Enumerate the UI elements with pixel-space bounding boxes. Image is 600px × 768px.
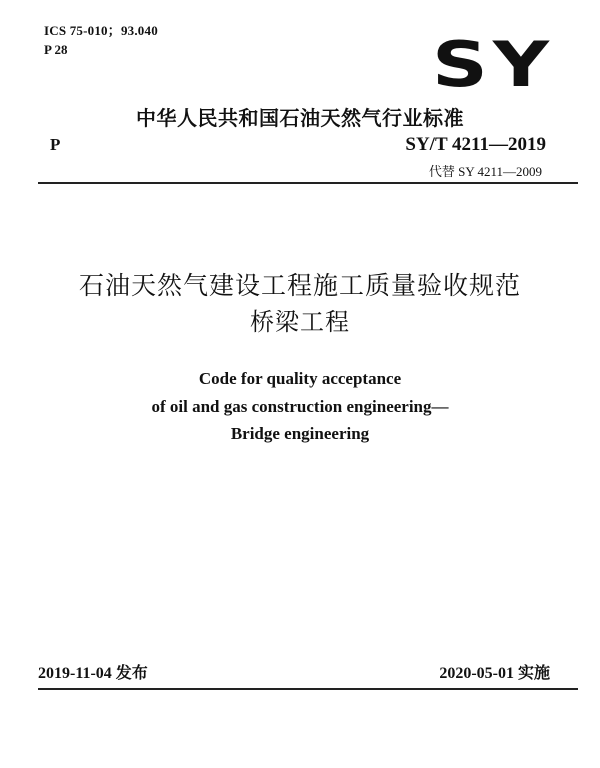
title-chinese-line2: 桥梁工程	[250, 308, 350, 336]
classification-code: P 28	[44, 42, 68, 57]
replaces-note: 代替 SY 4211—2009	[428, 164, 542, 179]
sy-logo: SY	[432, 28, 554, 101]
category-letter: P	[50, 135, 61, 154]
title-english-line3: Bridge engineering	[230, 424, 370, 443]
issue-date: 2019-11-04 发布	[38, 665, 148, 682]
ics-code: ICS 75-010；93.040	[44, 23, 158, 38]
standard-number: SY/T 4211—2019	[405, 134, 546, 155]
implementation-date: 2020-05-01 实施	[439, 665, 550, 682]
footer-divider	[38, 688, 578, 690]
header-divider	[38, 182, 578, 184]
title-english-line1: Code for quality acceptance	[198, 369, 402, 388]
title-chinese-line1: 石油天然气建设工程施工质量验收规范	[78, 271, 521, 300]
issuing-authority: 中华人民共和国石油天然气行业标准	[136, 106, 464, 130]
title-english-line2: of oil and gas construction engineering—	[151, 397, 449, 416]
